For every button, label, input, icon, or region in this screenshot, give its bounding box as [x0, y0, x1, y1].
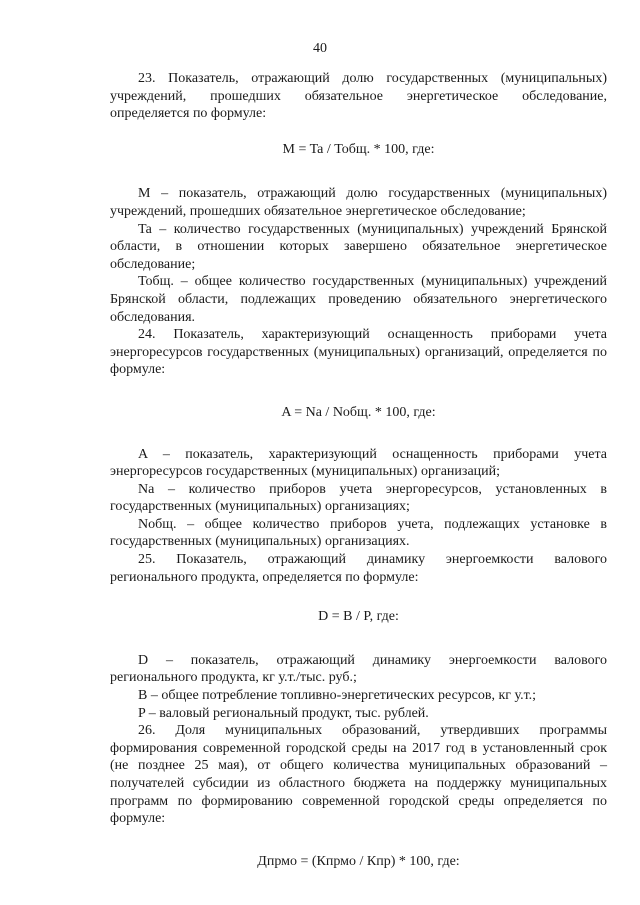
paragraph-23-intro: 23. Показатель, отражающий долю государственных (муниципальных) учреждений, прошедших обязательное энергетическое обследование, определяется по формуле: — [110, 71, 607, 122]
formula-m: M = Ta / Тобщ. * 100, где: — [282, 141, 435, 157]
page-number: 40 — [313, 41, 327, 56]
definition-a: A – показатель, характеризующий оснащенность приборами учета энергоресурсов государственных (муниципальных) организаций; — [110, 446, 607, 480]
paragraph-24-intro: 24. Показатель, характеризующий оснащенность приборами учета энергоресурсов государственных (муниципальных) организаций, определяется по формуле: — [110, 327, 607, 378]
document-body — [110, 70, 607, 870]
definition-m: M – показатель, отражающий долю государственных (муниципальных) учреждений, прошедших обязательное энергетическое обследование; — [110, 186, 607, 219]
definition-tobsch: Тобщ. – общее количество государственных (муниципальных) учреждений Брянской области, подлежащих проведению обязательного энергетического обследования. — [110, 274, 607, 325]
definition-d: D – показатель, отражающий динамику энергоемкости валового регионального продукта, кг у.т./тыс. руб.; — [110, 652, 607, 686]
paragraph-25-intro: 25. Показатель, отражающий динамику энергоемкости валового регионального продукта, определяется по формуле: — [110, 552, 607, 585]
definition-nobsch: Nобщ. – общее количество приборов учета, подлежащих установке в государственных (муниципальных) организациях. — [110, 516, 607, 550]
definition-na: Na – количество приборов учета энергоресурсов, установленных в государственных (муниципальных) организациях; — [110, 481, 607, 515]
formula-d: D = B / P, где: — [318, 609, 399, 625]
formula-a: A = Na / Nобщ. * 100, где: — [281, 404, 436, 420]
formula-dprmo: Дпрмо = (Кпрмо / Кпр) * 100, где: — [257, 853, 460, 869]
definition-b: B – общее потребление топливно-энергетических ресурсов, кг у.т.; — [138, 688, 537, 704]
definition-ta: Ta – количество государственных (муниципальных) учреждений Брянской области, в отношении которых завершено обязательное энергетическое обследование; — [110, 221, 607, 272]
paragraph-26-intro: 26. Доля муниципальных образований, утвердивших программы формирования современной городской среды на 2017 год в установленный срок (не позднее 25 мая), от общего количества муниципальных образований – получателей субсидии из областного бюджета на поддержку муниципальных программ по формированию современной городской среды определяется по формуле: — [110, 723, 607, 827]
definition-p: P – валовый региональный продукт, тыс. рублей. — [138, 705, 429, 721]
